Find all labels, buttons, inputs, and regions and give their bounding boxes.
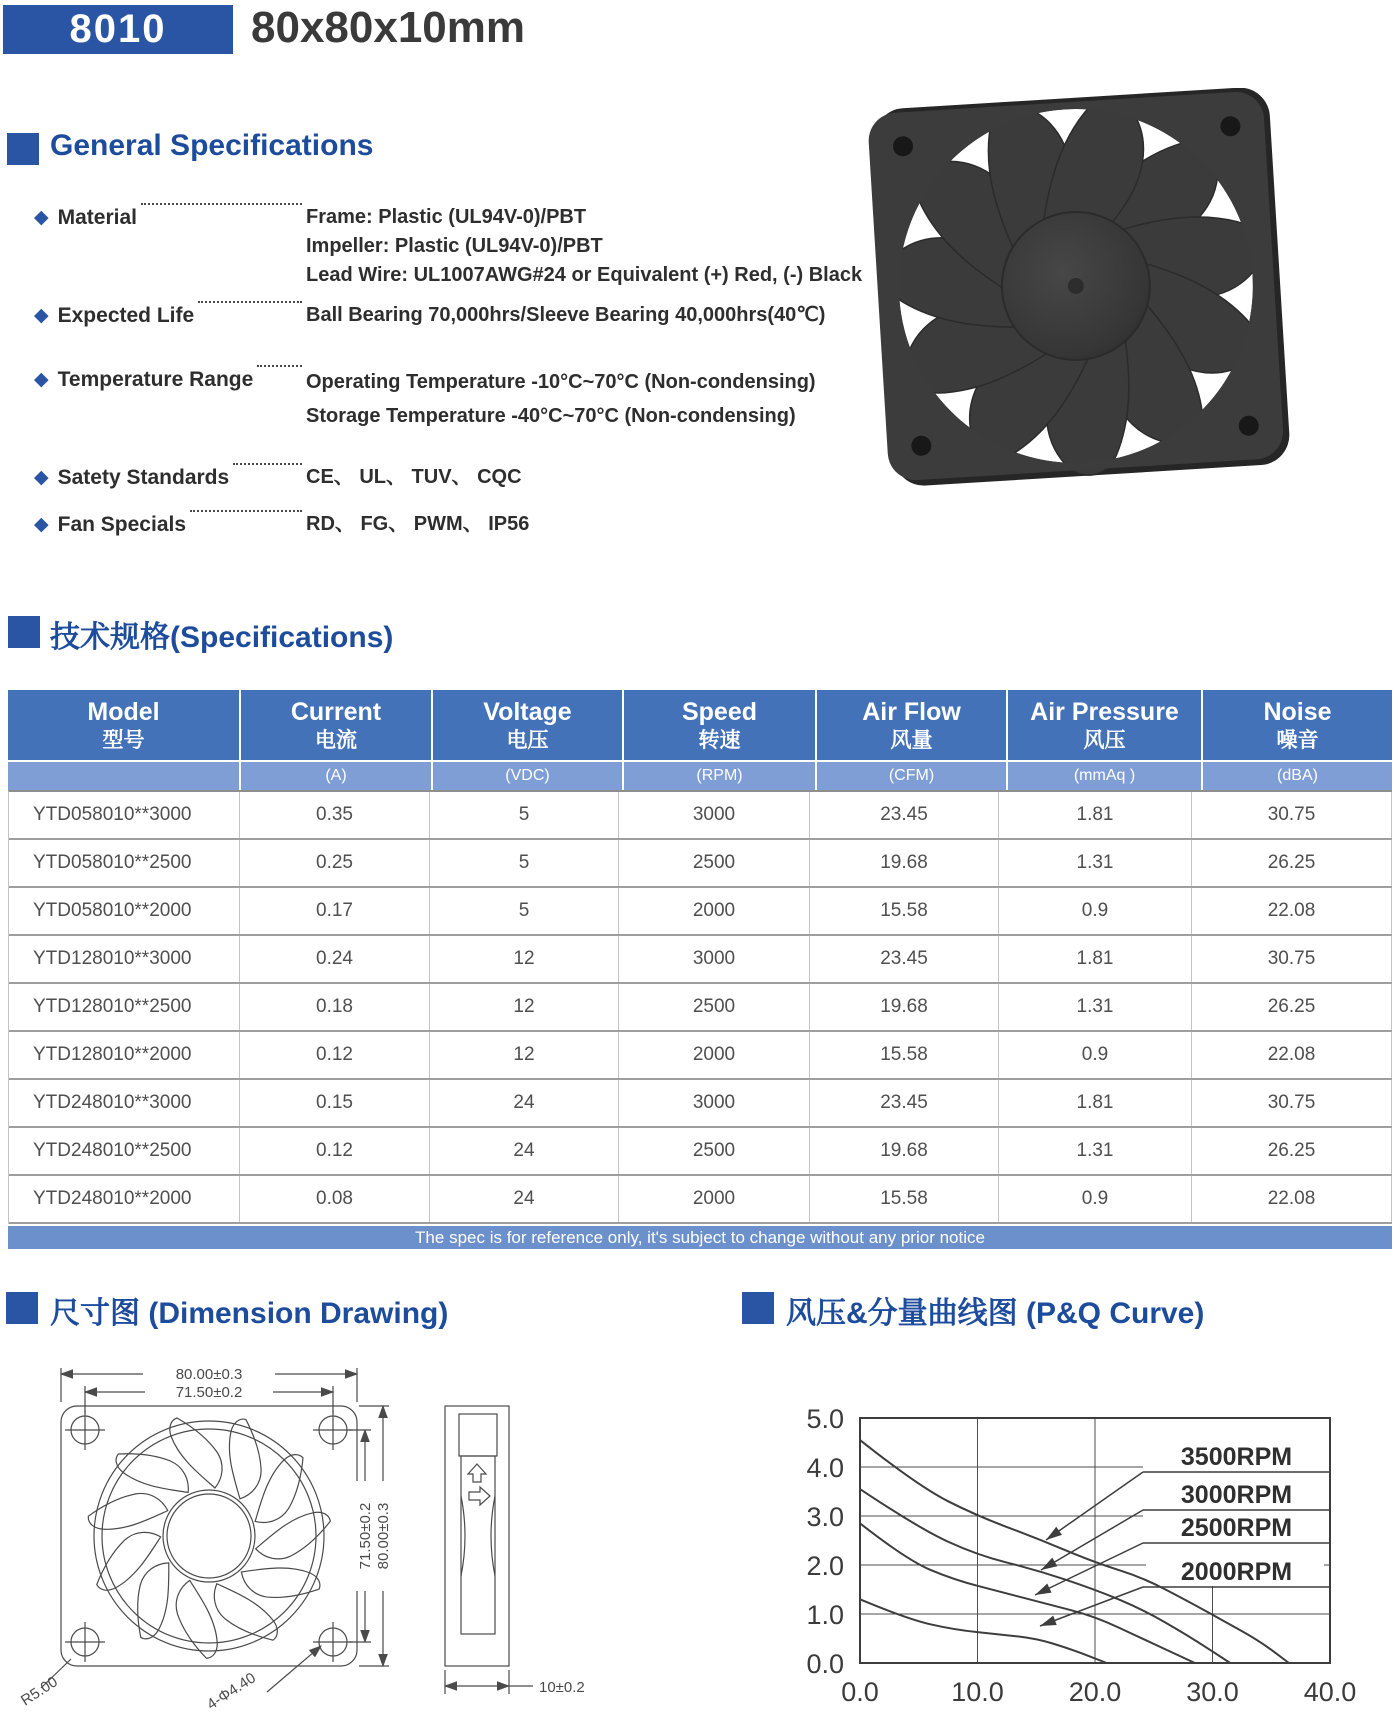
spec-value-line: Storage Temperature -40°C~70°C (Non-condensing) xyxy=(306,405,796,427)
column-unit: (RPM) xyxy=(624,762,815,790)
table-cell: 0.08 xyxy=(240,1176,430,1222)
spec-label: Satety Standards xyxy=(57,466,230,489)
spec-table-body xyxy=(8,790,1392,1224)
table-cell: 1.81 xyxy=(999,936,1192,982)
column-header-en: Speed xyxy=(681,698,758,726)
impeller-blades-outline xyxy=(85,1416,331,1661)
table-cell: YTD248010**2000 xyxy=(9,1176,240,1222)
pq-curve-heading: 风压&分量曲线图 (P&Q Curve) xyxy=(786,1297,1205,1330)
y-tick-label: 2.0 xyxy=(806,1551,844,1581)
page-title: 80x80x10mm xyxy=(251,3,526,52)
model-badge: 8010 xyxy=(3,5,233,54)
table-row xyxy=(9,888,1392,936)
table-cell: 0.24 xyxy=(240,936,430,982)
general-specs-heading: General Specifications xyxy=(50,129,374,162)
table-row xyxy=(9,792,1392,840)
legend-label: 3000RPM xyxy=(1180,1481,1293,1509)
table-cell: 26.25 xyxy=(1192,984,1392,1030)
table-cell: 5 xyxy=(430,888,619,934)
spec-table-unit-row xyxy=(8,762,1392,790)
table-row xyxy=(9,1080,1392,1128)
legend-label: 2500RPM xyxy=(1180,1514,1293,1542)
x-tick-label: 30.0 xyxy=(1186,1677,1239,1707)
spec-value-line: Operating Temperature -10°C~70°C (Non-condensing) xyxy=(306,371,816,393)
spec-value-line: CE、 UL、 TUV、 CQC xyxy=(306,466,522,488)
legend-label: 2000RPM xyxy=(1180,1558,1293,1586)
section-square-icon xyxy=(7,133,39,165)
pq-chart-svg xyxy=(755,1376,1400,1713)
column-header xyxy=(433,690,622,760)
diamond-bullet-icon: ◆ xyxy=(34,467,49,488)
mounting-holes xyxy=(65,1410,353,1662)
table-cell: 2000 xyxy=(619,1176,810,1222)
table-cell: 0.9 xyxy=(999,1032,1192,1078)
rotation-arrow-icon xyxy=(469,1487,490,1505)
table-cell: 12 xyxy=(430,936,619,982)
dim-width-inner: 71.50±0.2 xyxy=(175,1384,243,1401)
column-header-en: Noise xyxy=(1263,698,1332,726)
table-cell: 2500 xyxy=(619,840,810,886)
table-cell: 23.45 xyxy=(810,1080,999,1126)
column-header-en: Model xyxy=(87,698,160,726)
column-unit: (VDC) xyxy=(433,762,622,790)
pq-curve-3500RPM xyxy=(860,1440,1289,1663)
table-cell: 26.25 xyxy=(1192,840,1392,886)
spec-value-line: RD、 FG、 PWM、 IP56 xyxy=(306,513,530,535)
table-cell: 1.31 xyxy=(999,840,1192,886)
spec-value-line: Lead Wire: UL1007AWG#24 or Equivalent (+) Red, (-) Black xyxy=(306,264,863,286)
arrowhead-icon xyxy=(1040,1616,1057,1626)
table-cell: YTD128010**2000 xyxy=(9,1032,240,1078)
fan-photo-group xyxy=(864,88,1292,486)
table-cell: 15.58 xyxy=(810,1176,999,1222)
spec-table-header-row xyxy=(8,690,1392,760)
table-cell: YTD128010**2500 xyxy=(9,984,240,1030)
table-cell: 0.35 xyxy=(240,792,430,838)
column-header-cn: 电流 xyxy=(315,729,357,752)
spec-table xyxy=(8,690,1392,1249)
table-cell: 30.75 xyxy=(1192,792,1392,838)
table-cell: 19.68 xyxy=(810,1128,999,1174)
table-cell: YTD248010**3000 xyxy=(9,1080,240,1126)
airflow-arrow-icon xyxy=(468,1464,486,1482)
column-unit: (dBA) xyxy=(1203,762,1392,790)
table-cell: 1.81 xyxy=(999,792,1192,838)
spec-value-line: Ball Bearing 70,000hrs/Sleeve Bearing 40,000hrs(40℃) xyxy=(306,304,826,326)
table-cell: 12 xyxy=(430,984,619,1030)
column-header xyxy=(624,690,815,760)
table-cell: 24 xyxy=(430,1080,619,1126)
y-tick-label: 3.0 xyxy=(806,1502,844,1532)
spec-label: Expected Life xyxy=(57,304,195,327)
diamond-bullet-icon: ◆ xyxy=(34,305,49,326)
x-tick-label: 0.0 xyxy=(841,1677,879,1707)
table-cell: 24 xyxy=(430,1128,619,1174)
dotted-leader xyxy=(198,301,302,303)
arrowhead-icon xyxy=(1035,1584,1052,1595)
table-row xyxy=(9,1176,1392,1224)
column-header-en: Current xyxy=(290,698,382,726)
table-cell: YTD248010**2500 xyxy=(9,1128,240,1174)
column-header xyxy=(8,690,239,760)
spec-label: Material xyxy=(57,206,137,229)
fan-front-view xyxy=(41,1368,389,1692)
table-cell: 2500 xyxy=(619,1128,810,1174)
y-tick-label: 0.0 xyxy=(806,1649,844,1679)
spec-value xyxy=(306,203,873,290)
diamond-bullet-icon: ◆ xyxy=(34,207,49,228)
table-row xyxy=(9,984,1392,1032)
table-cell: YTD128010**3000 xyxy=(9,936,240,982)
table-cell: 30.75 xyxy=(1192,1080,1392,1126)
table-cell: 2000 xyxy=(619,888,810,934)
column-header-en: Voltage xyxy=(483,698,572,726)
table-cell: 1.31 xyxy=(999,1128,1192,1174)
table-cell: 19.68 xyxy=(810,840,999,886)
table-row xyxy=(9,1128,1392,1176)
column-header xyxy=(1203,690,1392,760)
column-header-en: Air Flow xyxy=(862,698,961,726)
table-cell: 0.17 xyxy=(240,888,430,934)
table-row xyxy=(9,936,1392,984)
table-cell: 23.45 xyxy=(810,936,999,982)
spec-label: Temperature Range xyxy=(57,368,254,391)
section-square-icon xyxy=(6,1292,38,1324)
spec-value xyxy=(306,463,873,492)
general-spec-list xyxy=(28,203,873,539)
table-cell: 0.12 xyxy=(240,1128,430,1174)
column-header-cn: 型号 xyxy=(102,729,145,752)
table-cell: 22.08 xyxy=(1192,1032,1392,1078)
table-cell: 26.25 xyxy=(1192,1128,1392,1174)
diamond-bullet-icon: ◆ xyxy=(34,369,49,390)
column-header-en: Air Pressure xyxy=(1030,698,1179,726)
table-cell: YTD058010**2500 xyxy=(9,840,240,886)
table-cell: 0.12 xyxy=(240,1032,430,1078)
spec-item xyxy=(28,301,873,330)
dotted-leader xyxy=(257,365,302,367)
column-header-cn: 风量 xyxy=(890,729,933,752)
dotted-leader xyxy=(233,463,302,465)
legend-label: 3500RPM xyxy=(1180,1443,1293,1471)
spec-value-line: Frame: Plastic (UL94V-0)/PBT xyxy=(306,206,587,228)
section-square-icon xyxy=(742,1292,774,1324)
table-cell: 22.08 xyxy=(1192,1176,1392,1222)
y-tick-label: 1.0 xyxy=(806,1600,844,1630)
pq-curve-2500RPM xyxy=(860,1523,1195,1663)
table-cell: 12 xyxy=(430,1032,619,1078)
x-tick-label: 20.0 xyxy=(1068,1677,1122,1707)
table-cell: YTD058010**2000 xyxy=(9,888,240,934)
table-cell: 0.9 xyxy=(999,1176,1192,1222)
fan-side-view xyxy=(445,1406,533,1694)
table-row xyxy=(9,840,1392,888)
table-cell: 3000 xyxy=(619,1080,810,1126)
spec-item xyxy=(28,203,873,290)
table-cell: 15.58 xyxy=(810,888,999,934)
table-cell: YTD058010**3000 xyxy=(9,792,240,838)
table-cell: 5 xyxy=(430,840,619,886)
column-header-cn: 转速 xyxy=(698,729,741,752)
fan-product-photo xyxy=(860,88,1292,486)
spec-table-heading: 技术规格(Specifications) xyxy=(50,621,394,654)
table-cell: 24 xyxy=(430,1176,619,1222)
y-tick-label: 5.0 xyxy=(806,1404,844,1434)
table-cell: 19.68 xyxy=(810,984,999,1030)
spec-value xyxy=(306,365,873,433)
table-cell: 0.25 xyxy=(240,840,430,886)
spec-label: Fan Specials xyxy=(57,513,187,536)
x-tick-label: 40.0 xyxy=(1303,1677,1357,1707)
column-unit: (A) xyxy=(241,762,431,790)
dotted-leader xyxy=(190,510,302,512)
spec-item xyxy=(28,463,873,492)
table-cell: 0.15 xyxy=(240,1080,430,1126)
spec-item xyxy=(28,510,873,539)
y-tick-label: 4.0 xyxy=(806,1453,844,1483)
dimension-heading: 尺寸图 (Dimension Drawing) xyxy=(50,1297,449,1330)
diamond-bullet-icon: ◆ xyxy=(34,514,49,535)
column-unit xyxy=(8,762,239,790)
column-header-cn: 噪音 xyxy=(1276,729,1319,752)
spec-value xyxy=(306,301,873,330)
dim-corner-radius: R5.00 xyxy=(17,1673,61,1710)
column-header xyxy=(1008,690,1201,760)
dim-width-outer: 80.00±0.3 xyxy=(175,1366,243,1383)
spec-value-line: Impeller: Plastic (UL94V-0)/PBT xyxy=(306,235,603,257)
dim-height-outer: 80.00±0.3 xyxy=(375,1502,392,1570)
table-cell: 2500 xyxy=(619,984,810,1030)
table-cell: 1.31 xyxy=(999,984,1192,1030)
spec-table-note: The spec is for reference only, it's subject to change without any prior notice xyxy=(8,1226,1392,1249)
table-cell: 3000 xyxy=(619,792,810,838)
column-unit: (mmAq ) xyxy=(1008,762,1201,790)
spec-value xyxy=(306,510,873,539)
table-row xyxy=(9,1032,1392,1080)
table-cell: 2000 xyxy=(619,1032,810,1078)
column-header-cn: 风压 xyxy=(1083,729,1126,752)
spec-item xyxy=(28,365,873,433)
table-cell: 5 xyxy=(430,792,619,838)
x-tick-label: 10.0 xyxy=(951,1677,1004,1707)
table-cell: 0.9 xyxy=(999,888,1192,934)
table-cell: 23.45 xyxy=(810,792,999,838)
table-cell: 22.08 xyxy=(1192,888,1392,934)
dim-mounting-holes: 4-Φ4.40 xyxy=(203,1669,259,1713)
arrowhead-icon xyxy=(1041,1558,1057,1570)
dotted-leader xyxy=(141,203,302,205)
column-unit: (CFM) xyxy=(817,762,1006,790)
dimension-drawing-svg xyxy=(15,1356,715,1713)
column-header xyxy=(817,690,1006,760)
arrowhead-icon xyxy=(1046,1527,1062,1540)
table-cell: 15.58 xyxy=(810,1032,999,1078)
column-header xyxy=(241,690,431,760)
table-cell: 1.81 xyxy=(999,1080,1192,1126)
section-square-icon xyxy=(8,616,40,648)
table-cell: 3000 xyxy=(619,936,810,982)
dim-thickness: 10±0.2 xyxy=(539,1679,585,1696)
table-cell: 0.18 xyxy=(240,984,430,1030)
dim-height-inner: 71.50±0.2 xyxy=(357,1502,374,1570)
table-cell: 30.75 xyxy=(1192,936,1392,982)
column-header-cn: 电压 xyxy=(506,729,549,752)
